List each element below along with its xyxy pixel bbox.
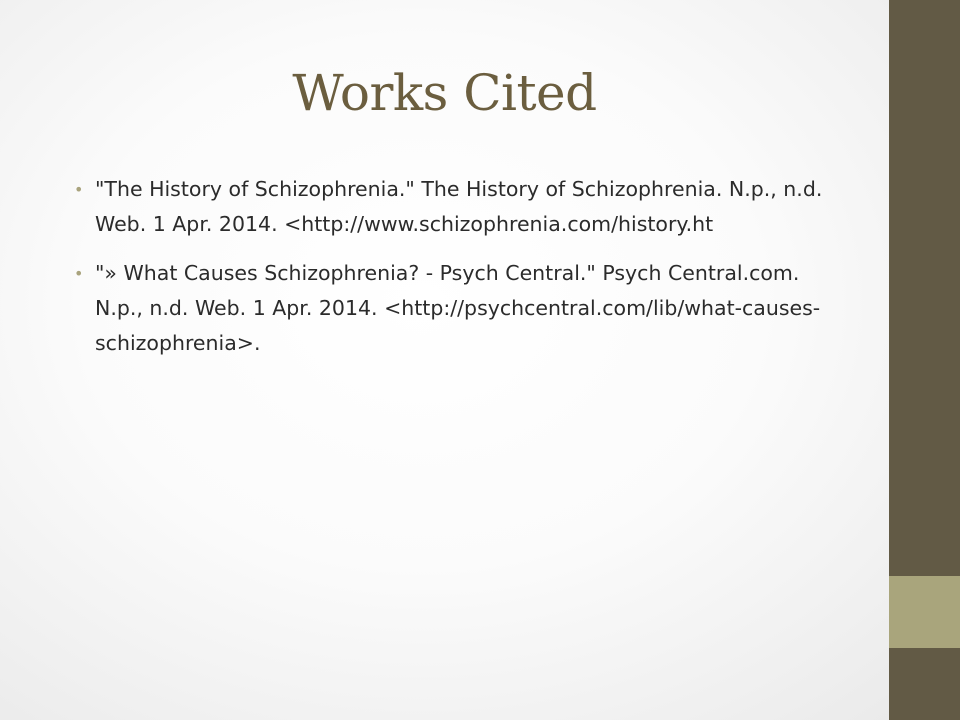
- citation-item: [74, 256, 834, 361]
- side-bar-light: [889, 576, 960, 648]
- citation-text: "» What Causes Schizophrenia? - Psych Central." Psych Central.com. N.p., n.d. Web. 1 Apr. 2014. <http://psychcentral.com/lib/what-causes-schizophrenia>.: [95, 261, 821, 355]
- side-bar-bottom: [889, 648, 960, 720]
- bullet-icon: •: [74, 264, 84, 283]
- bullet-icon: •: [74, 180, 84, 199]
- bullet-list: [74, 172, 834, 375]
- side-bar-dark: [889, 0, 960, 576]
- citation-text: "The History of Schizophrenia." The History of Schizophrenia. N.p., n.d. Web. 1 Apr. 2014. <http://www.schizophrenia.com/history.ht: [95, 177, 823, 236]
- slide-title: Works Cited: [292, 64, 597, 122]
- citation-item: [74, 172, 834, 242]
